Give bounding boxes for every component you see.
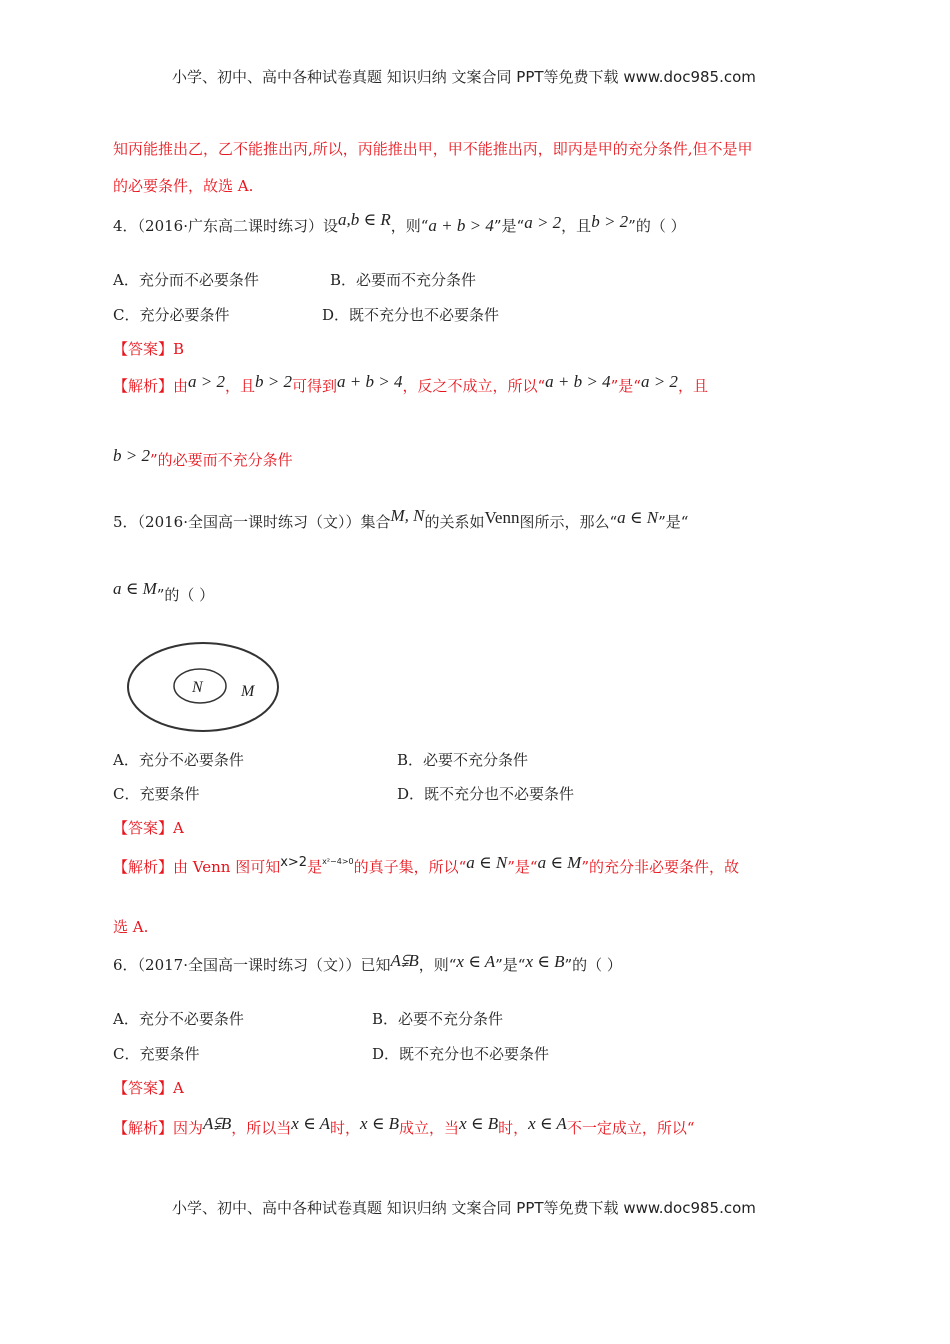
exp-math: a ∈ N xyxy=(466,853,508,872)
explanation-text: 可得到 xyxy=(292,377,338,395)
q6-stem-text: ”的（ ） xyxy=(564,956,622,974)
explanation-text: ”是“ xyxy=(610,377,641,395)
exp-math: a ∈ M xyxy=(537,853,582,872)
q5-math-mn: M, N xyxy=(390,506,425,525)
answer-value: A xyxy=(173,819,184,837)
explanation-label: 【解析】 xyxy=(113,377,174,395)
explanation-text: 成立，当 xyxy=(399,1119,460,1137)
exp-math: x ∈ B xyxy=(360,1114,400,1133)
venn-outer-ellipse xyxy=(128,643,278,731)
exp-math: x ∈ A xyxy=(291,1114,331,1133)
exp-math: x ∈ B xyxy=(459,1114,499,1133)
q4-stem-text: ，且 xyxy=(561,217,592,235)
q5-stem-text: ”是“ xyxy=(658,513,689,531)
explanation-label: 【解析】 xyxy=(113,1119,174,1137)
q4-explanation xyxy=(113,372,708,396)
explanation-text: ，且 xyxy=(225,377,256,395)
q4-answer xyxy=(113,339,184,359)
exp-math: x>2 xyxy=(280,855,308,870)
q5-math-a-in-n: a ∈ N xyxy=(617,508,659,527)
exp-math: a > 2 xyxy=(188,372,226,391)
exp-math-small: x²−4>0 xyxy=(322,857,354,866)
explanation-text: ”是“ xyxy=(507,858,538,876)
explanation-text: 是 xyxy=(307,858,323,876)
exp-math: b > 2 xyxy=(255,372,293,391)
q4-math-a-gt-2: a > 2 xyxy=(524,213,562,232)
q4-math-a-plus-b: a + b > 4 xyxy=(428,216,494,235)
q6-stem-text: 6．（2017·全国高一课时练习（文））已知 xyxy=(113,956,391,974)
q6-stem xyxy=(113,951,622,975)
prev-explanation-line-2: 的必要条件，故选 A. xyxy=(113,177,254,195)
explanation-label: 【解析】 xyxy=(113,858,174,876)
q6-option-d: D．既不充分也不必要条件 xyxy=(372,1045,550,1063)
explanation-text: 不一定成立，所以“ xyxy=(566,1119,695,1137)
q6-math-a-subset-b: A⫋B xyxy=(390,951,419,970)
q6-math-x-in-a: x ∈ A xyxy=(456,952,496,971)
q6-math-x-in-b: x ∈ B xyxy=(525,952,565,971)
answer-value: B xyxy=(173,340,185,358)
q4-stem-text: 4．（2016·广东高二课时练习）设 xyxy=(113,217,338,235)
q4-stem-text: ，则“ xyxy=(390,217,429,235)
exp-math: A⫋B xyxy=(203,1114,232,1133)
explanation-text: ”的充分非必要条件，故 xyxy=(581,858,739,876)
q4-explanation-cont xyxy=(113,446,293,470)
venn-diagram xyxy=(125,640,285,740)
q4-option-c: C．充分必要条件 xyxy=(113,306,230,324)
q5-math-a-in-m: a ∈ M xyxy=(113,579,157,598)
q4-stem xyxy=(113,210,686,236)
q4-option-d: D．既不充分也不必要条件 xyxy=(322,306,500,324)
answer-label: 【答案】 xyxy=(113,340,174,358)
q5-stem xyxy=(113,506,689,532)
explanation-text: 因为 xyxy=(173,1119,204,1137)
q4-math-ab-in-r: a,b ∈ R xyxy=(338,210,391,229)
venn-label-m: M xyxy=(241,683,255,700)
exp-math: b > 2 xyxy=(113,446,150,465)
q5-stem-text: 5．（2016·全国高一课时练习（文））集合 xyxy=(113,513,391,531)
answer-label: 【答案】 xyxy=(113,1079,174,1097)
q5-venn-word: Venn xyxy=(484,508,520,527)
explanation-text: ，且 xyxy=(677,377,708,395)
explanation-text: 时， xyxy=(330,1119,361,1137)
exp-math: a + b > 4 xyxy=(337,372,403,391)
exp-math: a > 2 xyxy=(640,372,678,391)
q6-explanation xyxy=(113,1114,695,1138)
q5-option-c: C．充要条件 xyxy=(113,785,200,803)
q6-option-c: C．充要条件 xyxy=(113,1045,200,1063)
q6-answer xyxy=(113,1078,184,1098)
q4-option-b: B．必要而不充分条件 xyxy=(330,271,477,289)
q5-explanation xyxy=(113,853,739,880)
exp-math: a + b > 4 xyxy=(545,372,611,391)
venn-label-n: N xyxy=(192,679,203,696)
q5-option-a: A．充分不必要条件 xyxy=(113,751,244,769)
q5-stem-text: ”的（ ） xyxy=(156,586,215,604)
explanation-text: ，反之不成立，所以“ xyxy=(402,377,546,395)
q6-option-a: A．充分不必要条件 xyxy=(113,1010,244,1028)
explanation-text: 的真子集，所以“ xyxy=(353,858,467,876)
explanation-text: ，所以当 xyxy=(231,1119,292,1137)
exp-math: x ∈ A xyxy=(528,1114,567,1133)
q5-explanation-cont: 选 A. xyxy=(113,918,149,936)
explanation-text: 时， xyxy=(498,1119,529,1137)
q5-option-d: D．既不充分也不必要条件 xyxy=(397,785,575,803)
q4-option-a: A．充分而不必要条件 xyxy=(113,271,259,289)
q4-stem-text: ”是“ xyxy=(493,217,525,235)
prev-explanation-line-1: 知丙能推出乙，乙不能推出丙,所以，丙能推出甲，甲不能推出丙，即丙是甲的充分条件,但不是甲 xyxy=(113,140,753,158)
q5-stem-text: 图所示，那么“ xyxy=(519,513,618,531)
explanation-text: ”的必要而不充分条件 xyxy=(149,451,293,469)
q4-math-b-gt-2: b > 2 xyxy=(591,212,629,231)
q5-stem-cont xyxy=(113,579,215,605)
q6-stem-text: ，则“ xyxy=(418,956,457,974)
q5-answer xyxy=(113,818,184,838)
answer-label: 【答案】 xyxy=(113,819,174,837)
q4-stem-text: ”的（ ） xyxy=(628,217,686,235)
q6-option-b: B．必要不充分条件 xyxy=(372,1010,504,1028)
q5-option-b: B．必要不充分条件 xyxy=(397,751,529,769)
explanation-text: 由 xyxy=(173,377,189,395)
q5-stem-text: 的关系如 xyxy=(424,513,485,531)
q6-stem-text: ”是“ xyxy=(495,956,526,974)
page-header: 小学、初中、高中各种试卷真题 知识归纳 文案合同 PPT等免费下载 www.doc985.com xyxy=(172,68,756,86)
answer-value: A xyxy=(173,1079,184,1097)
explanation-text: 由 Venn 图可知 xyxy=(173,858,281,876)
page-footer: 小学、初中、高中各种试卷真题 知识归纳 文案合同 PPT等免费下载 www.doc985.com xyxy=(172,1199,756,1217)
